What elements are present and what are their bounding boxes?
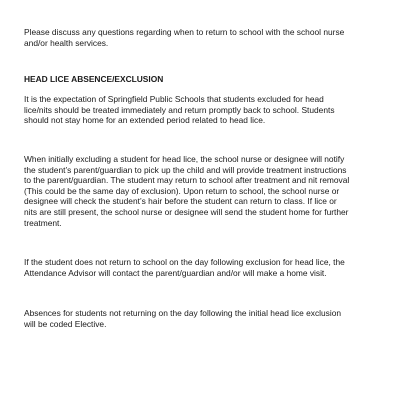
text-line: treatment.	[24, 217, 62, 228]
text-line: It is the expectation of Springfield Public Schools that students excluded for head	[24, 94, 324, 104]
text-line: Absences for students not returning on the day following the initial head lice exclusion	[24, 308, 342, 318]
section-heading: HEAD LICE ABSENCE/EXCLUSION	[24, 74, 164, 84]
text-line: (This could be the same day of exclusion). Upon return to school, the school nurse or	[24, 185, 340, 196]
text-line: Please discuss any questions regarding when to return to school with the school nurse	[24, 27, 345, 37]
attendance-advisor-paragraph	[24, 257, 384, 278]
text-line: Attendance Advisor will contact the parent/guardian and/or will make a home visit.	[24, 267, 327, 278]
text-line: and/or health services.	[24, 37, 109, 48]
elective-coding-paragraph	[24, 308, 384, 329]
text-line: designee will check the student’s hair before the student can return to class. If lice or	[24, 196, 337, 207]
text-line: nits are still present, the school nurse or designee will send the student home for further	[24, 206, 349, 217]
text-line: to the parent/guardian. The student may return to school after treatment and nit removal	[24, 175, 350, 186]
expectation-paragraph	[24, 94, 384, 126]
text-line: will be coded Elective.	[24, 318, 107, 329]
text-line: lice/nits should be treated immediately and return promptly back to school. Students	[24, 104, 335, 115]
intro-paragraph	[24, 27, 384, 48]
text-line: should not stay home for an extended period related to head lice.	[24, 115, 266, 126]
text-line: the student’s parent/guardian to pick up the child and will provide treatment instructions	[24, 164, 347, 175]
text-line: If the student does not return to school on the day following exclusion for head lice, the	[24, 257, 345, 267]
text-line: When initially excluding a student for head lice, the school nurse or designee will notify	[24, 154, 345, 164]
exclusion-procedure-paragraph	[24, 154, 384, 228]
